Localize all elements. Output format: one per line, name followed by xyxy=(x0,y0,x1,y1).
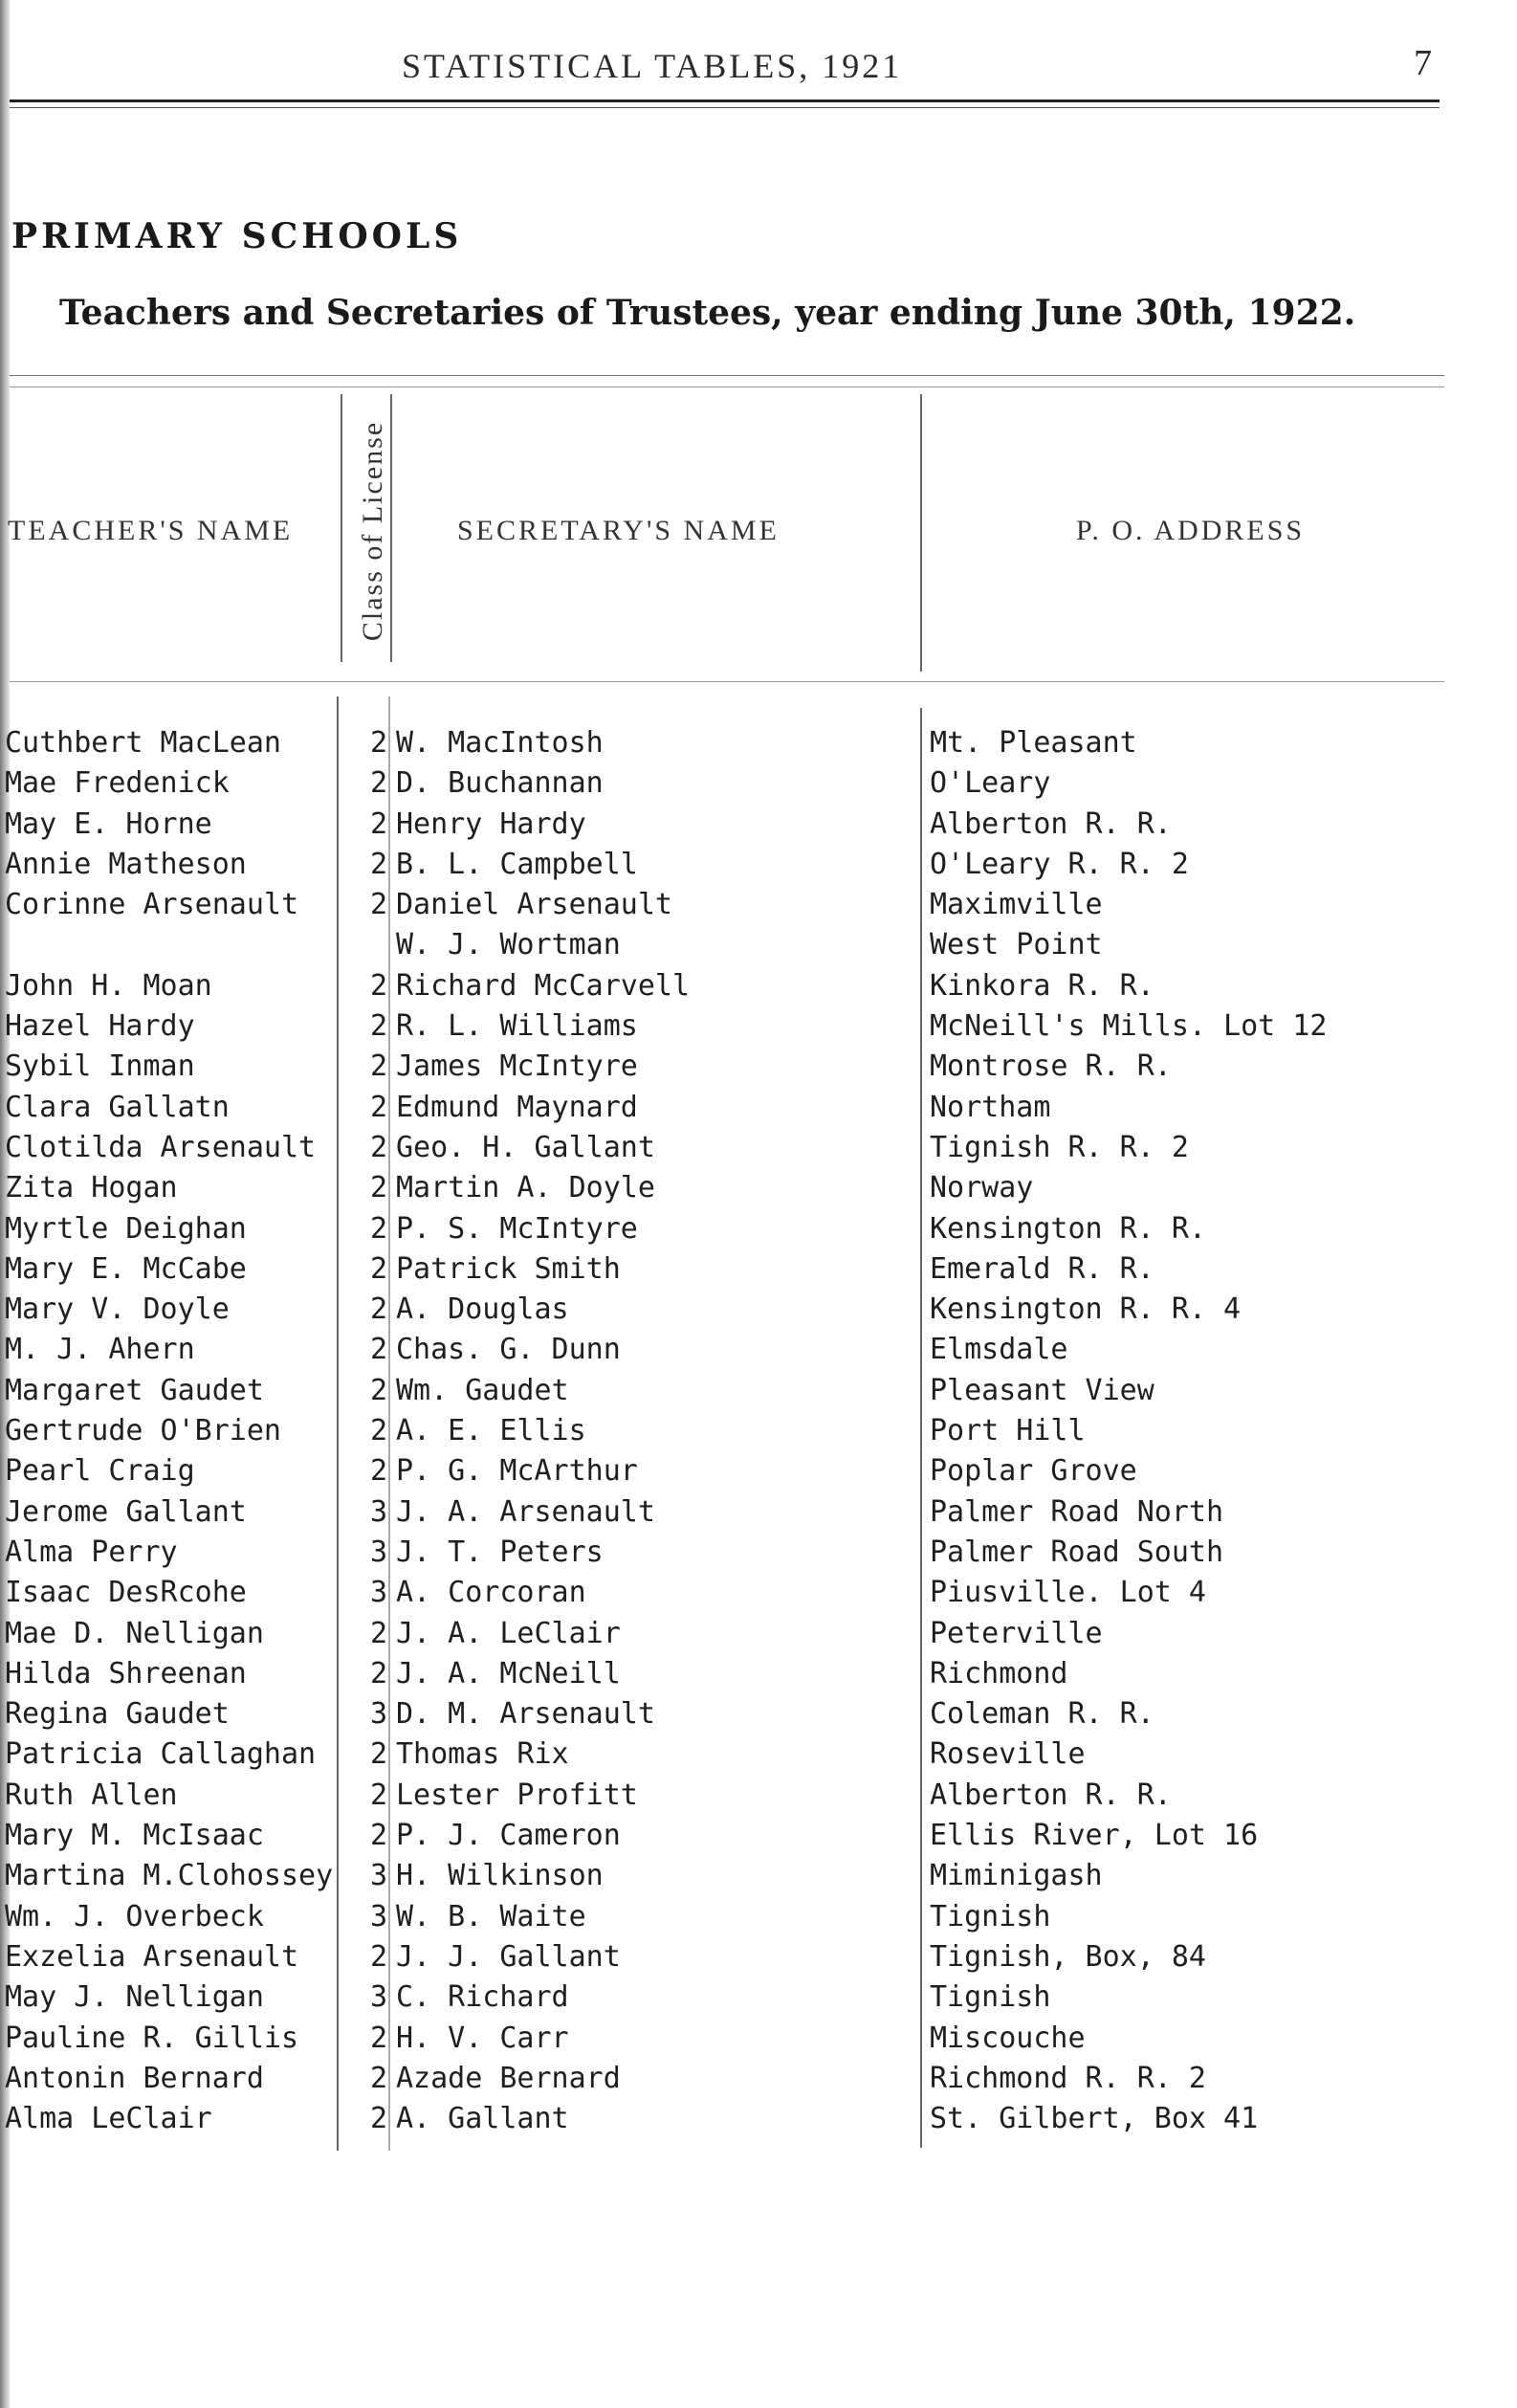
po-address: Kensington R. R. xyxy=(930,1211,1206,1246)
license-class: 2 xyxy=(369,1454,387,1489)
secretary-name: Chas. G. Dunn xyxy=(396,1333,621,1367)
po-address: Coleman R. R. xyxy=(930,1697,1154,1732)
table-row xyxy=(0,966,1517,1006)
license-class: 2 xyxy=(369,1009,387,1044)
license-class: 2 xyxy=(369,1939,387,1974)
po-address: Roseville xyxy=(930,1737,1086,1772)
secretary-name: A. Douglas xyxy=(396,1292,569,1327)
teacher-name: Myrtle Deighan xyxy=(5,1211,247,1246)
table-row xyxy=(0,1694,1517,1734)
teacher-name: Hazel Hardy xyxy=(5,1009,195,1044)
column-header-teacher: TEACHER'S NAME xyxy=(8,515,294,546)
teacher-name: Martina M.Clohossey xyxy=(5,1859,334,1893)
teacher-name: Mary M. McIsaac xyxy=(5,1819,264,1853)
secretary-name: Lester Profitt xyxy=(396,1778,638,1812)
teacher-name: Patricia Callaghan xyxy=(5,1737,317,1772)
secretary-name: J. A. McNeill xyxy=(396,1656,621,1690)
table-top-rule xyxy=(10,375,1444,376)
teacher-name: Exzelia Arsenault xyxy=(5,1939,299,1974)
teacher-name: Clotilda Arsenault xyxy=(5,1130,317,1164)
secretary-name: D. Buchannan xyxy=(396,766,604,801)
po-address: Richmond R. R. 2 xyxy=(930,2061,1206,2095)
secretary-name: A. Gallant xyxy=(396,2102,569,2136)
license-class: 2 xyxy=(369,806,387,841)
teacher-name: Jerome Gallant xyxy=(5,1494,247,1529)
secretary-name: B. L. Campbell xyxy=(396,847,638,881)
license-class: 2 xyxy=(369,1211,387,1246)
secretary-name: Thomas Rix xyxy=(396,1737,569,1772)
table-row xyxy=(0,1128,1517,1168)
column-header-address: P. O. ADDRESS xyxy=(1076,515,1306,546)
table-row xyxy=(0,723,1517,763)
table-row xyxy=(0,1533,1517,1573)
table-row xyxy=(0,1977,1517,2018)
secretary-name: Richard McCarvell xyxy=(396,968,691,1003)
table-row xyxy=(0,1047,1517,1087)
teacher-name: Cuthbert MacLean xyxy=(5,726,281,760)
po-address: Emerald R. R. xyxy=(930,1251,1154,1286)
table-row xyxy=(0,763,1517,804)
table-row xyxy=(0,1816,1517,1856)
teacher-name: M. J. Ahern xyxy=(5,1333,195,1367)
po-address: West Point xyxy=(930,928,1103,962)
table-row xyxy=(0,1411,1517,1451)
teacher-name: Annie Matheson xyxy=(5,847,247,881)
po-address: Norway xyxy=(930,1171,1034,1205)
secretary-name: C. Richard xyxy=(396,1980,569,2015)
license-class: 2 xyxy=(369,1090,387,1124)
secretary-name: H. Wilkinson xyxy=(396,1859,604,1893)
secretary-name: J. A. LeClair xyxy=(396,1616,621,1650)
license-class: 3 xyxy=(369,1859,387,1893)
table-row xyxy=(0,1776,1517,1816)
license-class: 2 xyxy=(369,1333,387,1367)
secretary-name: Henry Hardy xyxy=(396,806,586,841)
running-title: STATISTICAL TABLES, 1921 xyxy=(402,47,903,85)
table-row xyxy=(0,2099,1517,2139)
teacher-table-body xyxy=(0,723,1517,2139)
po-address: Mt. Pleasant xyxy=(930,726,1137,760)
license-class: 2 xyxy=(369,847,387,881)
po-address: O'Leary R. R. 2 xyxy=(930,847,1189,881)
header-divider-class xyxy=(390,394,392,662)
secretary-name: W. B. Waite xyxy=(396,1899,586,1933)
teacher-name: Alma Perry xyxy=(5,1535,178,1569)
po-address: Palmer Road South xyxy=(930,1535,1224,1569)
po-address: Tignish, Box, 84 xyxy=(930,1939,1206,1974)
po-address: Port Hill xyxy=(930,1414,1086,1448)
license-class: 3 xyxy=(369,1899,387,1933)
page-number: 7 xyxy=(1414,43,1432,83)
table-row xyxy=(0,1734,1517,1775)
teacher-name: Ruth Allen xyxy=(5,1778,178,1812)
table-row xyxy=(0,2059,1517,2099)
table-row xyxy=(0,1249,1517,1290)
license-class: 2 xyxy=(369,2102,387,2136)
table-row xyxy=(0,1937,1517,1977)
table-row xyxy=(0,1006,1517,1047)
secretary-name: A. E. Ellis xyxy=(396,1414,586,1448)
license-class: 2 xyxy=(369,1616,387,1650)
license-class: 2 xyxy=(369,726,387,760)
table-row xyxy=(0,1654,1517,1694)
teacher-name: Alma LeClair xyxy=(5,2102,212,2136)
section-title: PRIMARY SCHOOLS xyxy=(11,216,463,256)
secretary-name: W. MacIntosh xyxy=(396,726,604,760)
teacher-name: Mae Fredenick xyxy=(5,766,230,801)
table-row xyxy=(0,1856,1517,1896)
table-row xyxy=(0,885,1517,925)
license-class: 2 xyxy=(369,1049,387,1084)
teacher-name: May J. Nelligan xyxy=(5,1980,264,2015)
header-divider-secretary xyxy=(920,394,922,672)
po-address: Palmer Road North xyxy=(930,1494,1224,1529)
license-class: 2 xyxy=(369,968,387,1003)
teacher-name: Clara Gallatn xyxy=(5,1090,230,1124)
license-class: 2 xyxy=(369,1737,387,1772)
po-address: Miminigash xyxy=(930,1859,1103,1893)
po-address: Pleasant View xyxy=(930,1373,1154,1407)
teacher-name: Sybil Inman xyxy=(5,1049,195,1084)
column-header-class: Class of License xyxy=(357,420,388,642)
po-address: Alberton R. R. xyxy=(930,806,1172,841)
license-class: 3 xyxy=(369,1576,387,1610)
table-row xyxy=(0,1088,1517,1128)
table-row xyxy=(0,1614,1517,1654)
secretary-name: Wm. Gaudet xyxy=(396,1373,569,1407)
table-row xyxy=(0,1209,1517,1249)
po-address: Montrose R. R. xyxy=(930,1049,1172,1084)
secretary-name: P. S. McIntyre xyxy=(396,1211,638,1246)
header-divider-teacher xyxy=(341,394,342,662)
secretary-name: Geo. H. Gallant xyxy=(396,1130,655,1164)
po-address: McNeill's Mills. Lot 12 xyxy=(930,1009,1328,1044)
license-class: 2 xyxy=(369,766,387,801)
secretary-name: A. Corcoran xyxy=(396,1576,586,1610)
table-row xyxy=(0,1330,1517,1370)
secretary-name: J. T. Peters xyxy=(396,1535,604,1569)
table-row xyxy=(0,1573,1517,1613)
license-class: 3 xyxy=(369,1697,387,1732)
license-class: 2 xyxy=(369,1373,387,1407)
table-row xyxy=(0,1451,1517,1491)
license-class: 2 xyxy=(369,1130,387,1164)
secretary-name: J. J. Gallant xyxy=(396,1939,621,1974)
secretary-name: Martin A. Doyle xyxy=(396,1171,655,1205)
teacher-name: Gertrude O'Brien xyxy=(5,1414,281,1448)
secretary-name: J. A. Arsenault xyxy=(396,1494,655,1529)
po-address: Peterville xyxy=(930,1616,1103,1650)
secretary-name: Azade Bernard xyxy=(396,2061,621,2095)
secretary-name: H. V. Carr xyxy=(396,2021,569,2055)
po-address: Poplar Grove xyxy=(930,1454,1137,1489)
po-address: Alberton R. R. xyxy=(930,1778,1172,1812)
teacher-name: Corinne Arsenault xyxy=(5,888,299,922)
secretary-name: Daniel Arsenault xyxy=(396,888,672,922)
secretary-name: P. J. Cameron xyxy=(396,1819,621,1853)
secretary-name: D. M. Arsenault xyxy=(396,1697,655,1732)
secretary-name: Patrick Smith xyxy=(396,1251,621,1286)
license-class: 3 xyxy=(369,1494,387,1529)
po-address: Elmsdale xyxy=(930,1333,1068,1367)
section-subtitle: Teachers and Secretaries of Trustees, year ending June 30th, 1922. xyxy=(59,293,1356,333)
license-class: 2 xyxy=(369,1656,387,1690)
license-class: 2 xyxy=(369,2061,387,2095)
po-address: Ellis River, Lot 16 xyxy=(930,1819,1259,1853)
column-header-secretary: SECRETARY'S NAME xyxy=(457,515,780,546)
teacher-name: Regina Gaudet xyxy=(5,1697,230,1732)
table-row xyxy=(0,925,1517,965)
table-header-bottom-rule xyxy=(10,681,1444,682)
teacher-name: John H. Moan xyxy=(5,968,212,1003)
license-class: 3 xyxy=(369,1535,387,1569)
license-class: 2 xyxy=(369,1778,387,1812)
teacher-name: May E. Horne xyxy=(5,806,212,841)
po-address: Tignish xyxy=(930,1980,1051,2015)
table-row xyxy=(0,2019,1517,2059)
table-row xyxy=(0,1897,1517,1937)
po-address: Kinkora R. R. xyxy=(930,968,1154,1003)
table-row xyxy=(0,805,1517,845)
teacher-name: Isaac DesRcohe xyxy=(5,1576,247,1610)
license-class: 2 xyxy=(369,1414,387,1448)
teacher-name: Mary V. Doyle xyxy=(5,1292,230,1327)
secretary-name: James McIntyre xyxy=(396,1049,638,1084)
license-class: 2 xyxy=(369,1292,387,1327)
license-class: 3 xyxy=(369,1980,387,2015)
license-class: 2 xyxy=(369,2021,387,2055)
license-class: 2 xyxy=(369,888,387,922)
teacher-name: Zita Hogan xyxy=(5,1171,178,1205)
teacher-name: Pearl Craig xyxy=(5,1454,195,1489)
po-address: Richmond xyxy=(930,1656,1068,1690)
po-address: Kensington R. R. 4 xyxy=(930,1292,1242,1327)
table-row xyxy=(0,1168,1517,1208)
table-row xyxy=(0,845,1517,885)
secretary-name: W. J. Wortman xyxy=(396,928,621,962)
po-address: Tignish R. R. 2 xyxy=(930,1130,1189,1164)
header-rule-thin xyxy=(10,107,1440,108)
secretary-name: R. L. Williams xyxy=(396,1009,638,1044)
license-class: 2 xyxy=(369,1819,387,1853)
secretary-name: Edmund Maynard xyxy=(396,1090,638,1124)
table-row xyxy=(0,1290,1517,1330)
po-address: Maximville xyxy=(930,888,1103,922)
po-address: Piusville. Lot 4 xyxy=(930,1576,1206,1610)
po-address: O'Leary xyxy=(930,766,1051,801)
teacher-name: Pauline R. Gillis xyxy=(5,2021,299,2055)
table-row xyxy=(0,1371,1517,1411)
teacher-name: Mary E. McCabe xyxy=(5,1251,247,1286)
teacher-name: Antonin Bernard xyxy=(5,2061,264,2095)
header-rule xyxy=(10,99,1440,102)
table-row xyxy=(0,1492,1517,1533)
teacher-name: Wm. J. Overbeck xyxy=(5,1899,264,1933)
license-class: 2 xyxy=(369,1171,387,1205)
po-address: Northam xyxy=(930,1090,1051,1124)
teacher-name: Hilda Shreenan xyxy=(5,1656,247,1690)
po-address: Miscouche xyxy=(930,2021,1086,2055)
secretary-name: P. G. McArthur xyxy=(396,1454,638,1489)
po-address: St. Gilbert, Box 41 xyxy=(930,2102,1259,2136)
license-class: 2 xyxy=(369,1251,387,1286)
teacher-name: Margaret Gaudet xyxy=(5,1373,264,1407)
po-address: Tignish xyxy=(930,1899,1051,1933)
teacher-name: Mae D. Nelligan xyxy=(5,1616,264,1650)
